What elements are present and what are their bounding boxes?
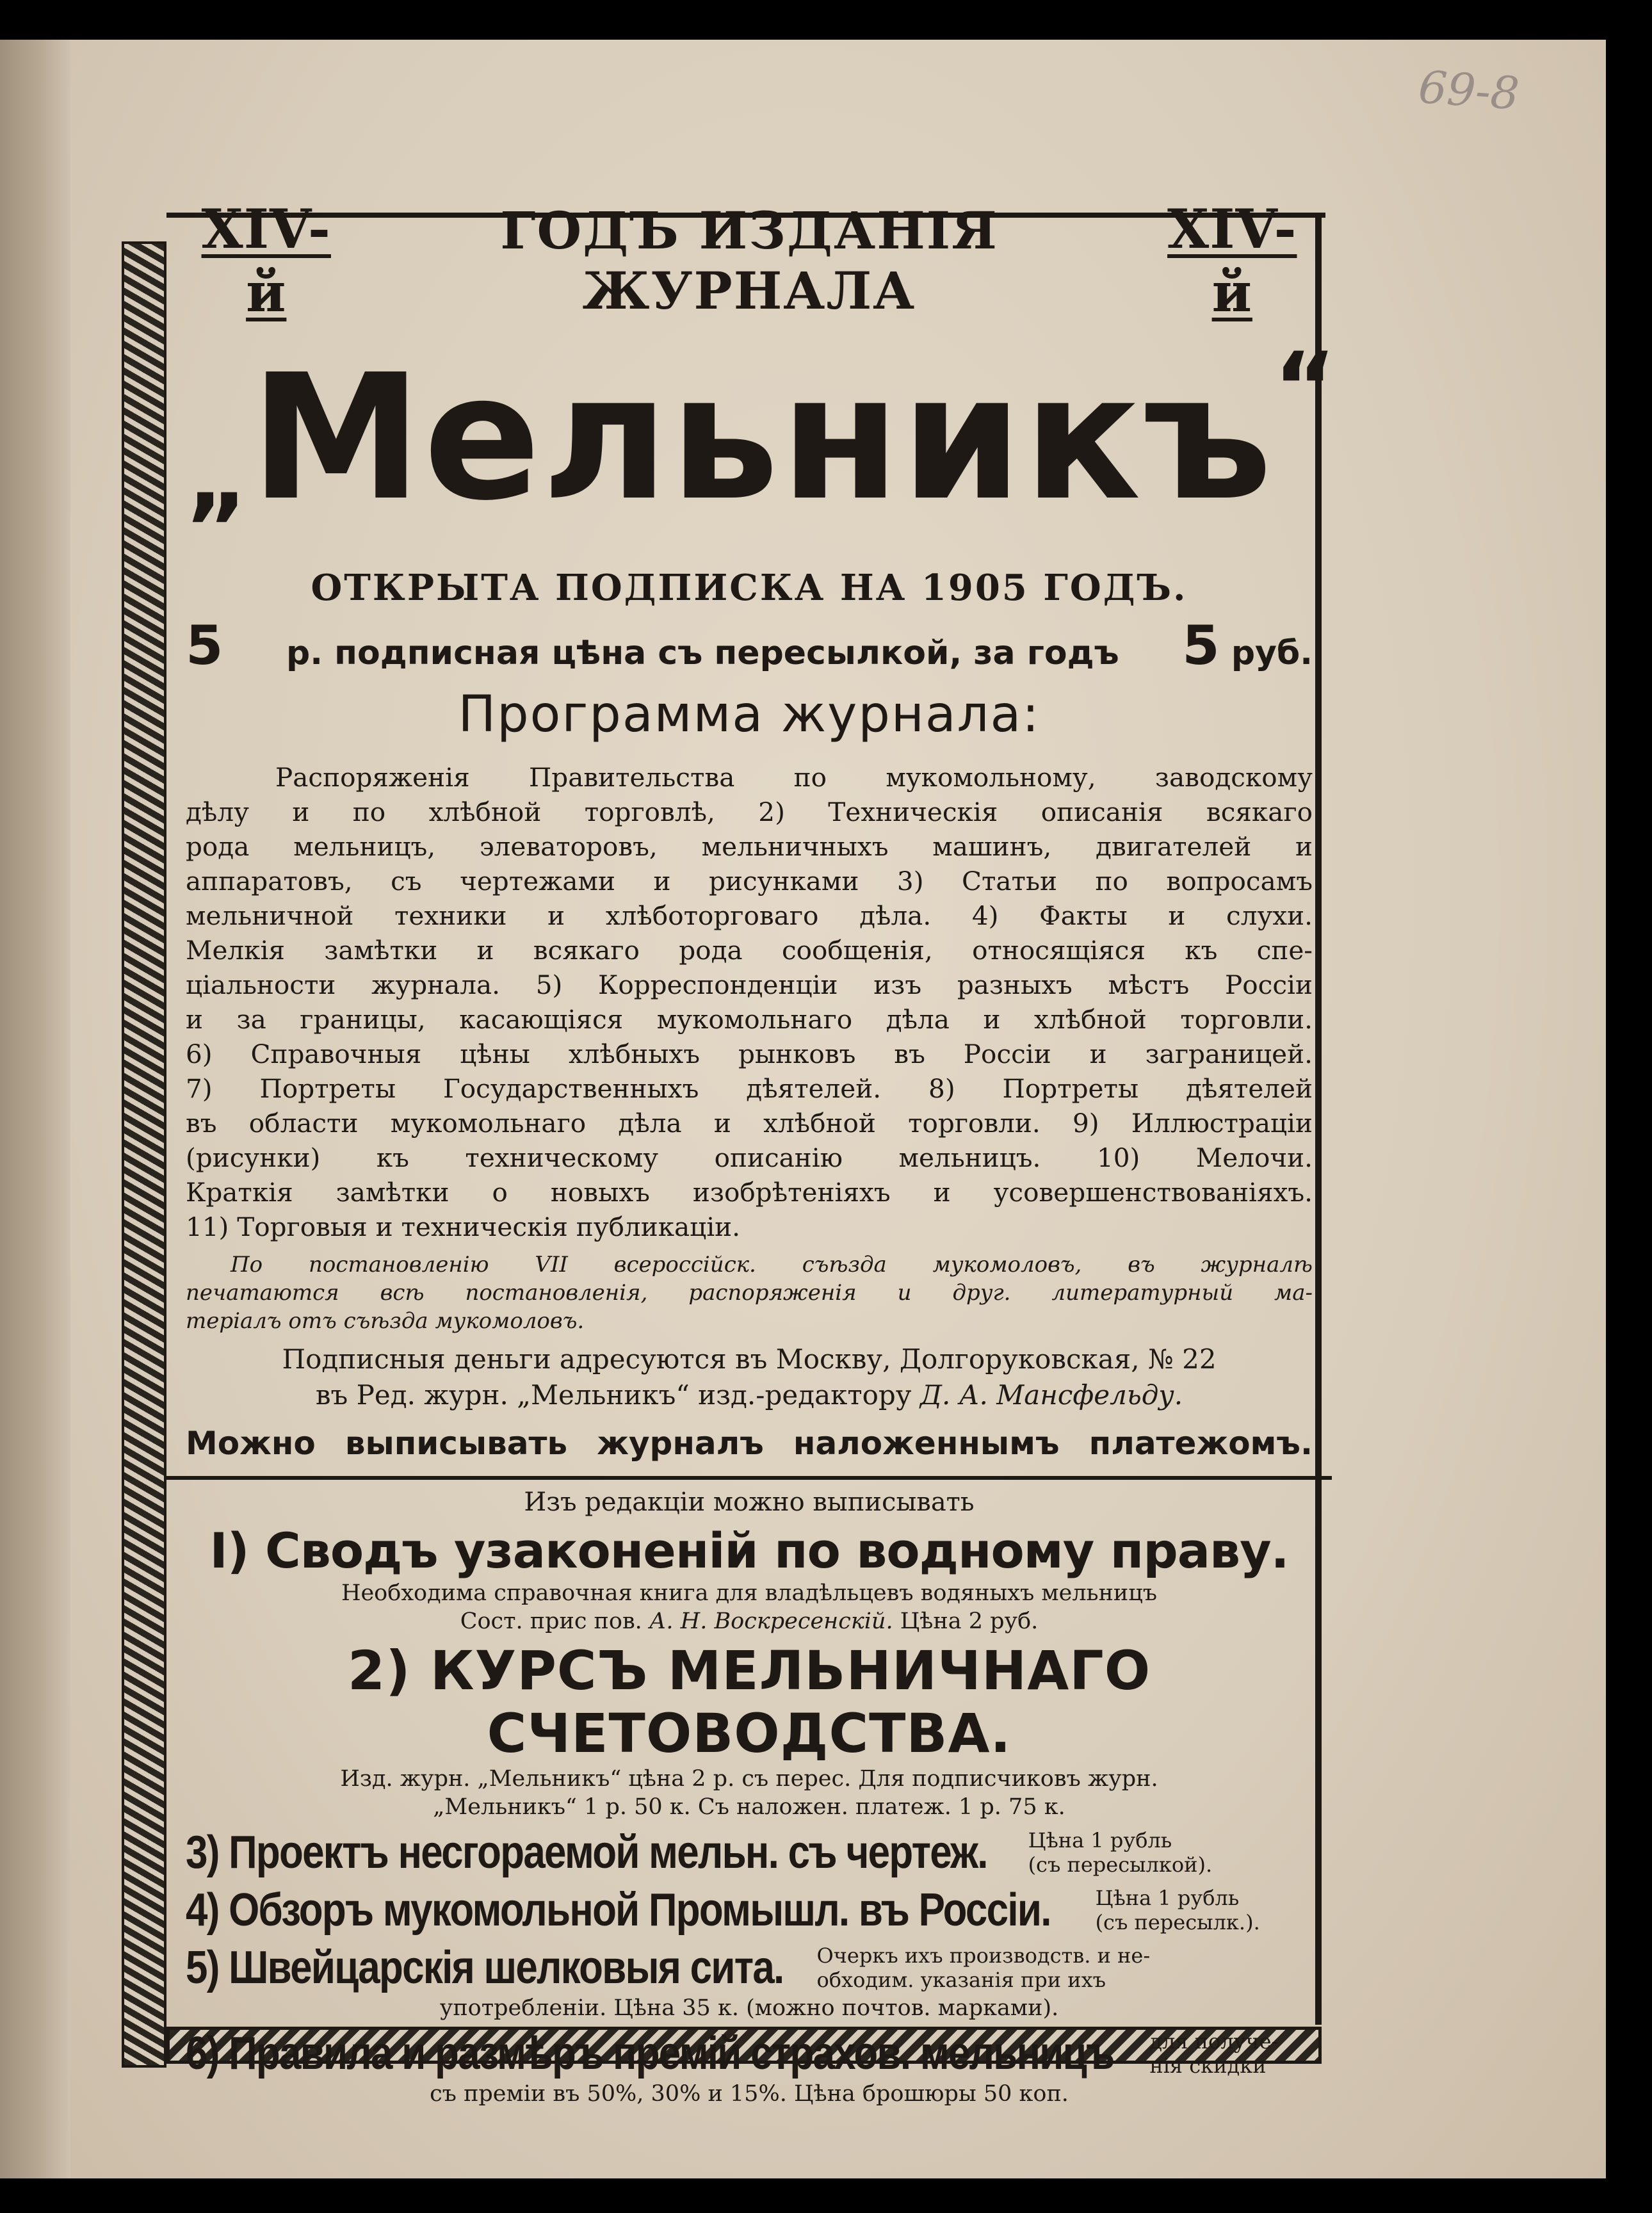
subscription-address [186,1342,1313,1413]
item-5-note-1: Очеркъ ихъ производств. и не- [816,1943,1151,1968]
congress-note [186,1251,1313,1335]
catalog-intro: Изъ редакціи можно выписывать [524,1487,975,1517]
item-6-title: 6) Правила и размѣръ премій страхов. мельницъ [186,2028,1114,2079]
price-left-number: 5 [186,614,223,677]
book-1-compiler-label: Сост. прис пов. [460,1609,642,1634]
item-3-title: 3) Проектъ несгораемой мельн. съ чертеж. [186,1827,987,1878]
item-5-note [817,1943,1151,1992]
item-6-note-2: нія скидки [1149,2054,1267,2078]
handwritten-page-mark: 69-8 [1416,60,1521,120]
magazine-page [0,40,1606,2178]
program-line: ціальности журнала. 5) Корреспонденціи изъ разныхъ мѣстъ Россіи [186,969,1313,1000]
address-line-2-text: въ Ред. журн. „Мельникъ“ изд.-редактору [315,1379,912,1411]
item-5-note-2: обходим. указанія при ихъ [816,1968,1106,1992]
catalog-item-3 [186,1826,1313,1879]
item-4-title: 4) Обзоръ мукомольной Промышл. въ Россіи. [186,1885,1051,1936]
price-text: р. подписная цѣна съ пересылкой, за годъ [286,634,1119,672]
section-divider [166,1476,1332,1480]
catalog-item-6 [186,2027,1313,2080]
title-text: Мельникъ [250,337,1274,539]
program-heading: Программа журнала: [458,686,1041,743]
book-2-description [186,1765,1313,1821]
year-header [186,197,1313,324]
year-right: XIV-й [1167,197,1297,324]
cash-on-delivery-notice: Можно выписывать журналъ наложеннымъ платежомъ. [186,1425,1313,1462]
address-line-1: Подписныя деньги адресуются въ Москву, Долгоруковская, № 22 [282,1343,1217,1375]
item-4-note [1096,1886,1260,1934]
journal-title [186,295,1338,571]
book-1-description [186,1579,1313,1635]
item-5-title: 5) Швейцарскія шелковыя сита. [186,1942,784,1993]
program-line: рода мельницъ, элеваторовъ, мельничныхъ машинъ, двигателей и [186,831,1313,862]
program-line: Распоряженія Правительства по мукомольному, заводскому [275,762,1313,793]
book-1-price: Цѣна 2 руб. [900,1609,1039,1634]
program-text [186,760,1313,1244]
note-line: печатаются всѣ постановленія, распоряженія и друг. литературный ма- [186,1280,1313,1306]
item-6-tail: съ преміи въ 50%, 30% и 15%. Цѣна брошюры 50 коп. [430,2081,1069,2107]
book-2-line-2: „Мельникъ“ 1 р. 50 к. Съ наложен. платеж. 1 р. 75 к. [433,1794,1065,1820]
item-4-note-1: Цѣна 1 рубль [1095,1886,1240,1910]
right-rule [1315,213,1322,2025]
item-3-note-2: (съ пересылкой). [1028,1852,1213,1877]
price-right-unit: руб. [1231,634,1313,672]
program-line: и за границы, касающіяся мукомольнаго дѣла и хлѣбной торговли. [186,1004,1313,1035]
book-1-line-1: Необходима справочная книга для владѣльцевъ водяныхъ мельницъ [341,1580,1158,1606]
book-2-title: 2) КУРСЪ МЕЛЬНИЧНАГО СЧЕТОВОДСТВА. [347,1639,1151,1765]
book-1-title: I) Сводъ узаконеній по водному праву. [209,1522,1289,1579]
ornamental-side-border [122,241,166,2068]
program-line: 7) Портреты Государственныхъ дѣятелей. 8) Портреты дѣятелей [186,1073,1313,1104]
advertisement-frame [122,171,1338,2107]
year-center: ГОДЪ ИЗДАНІЯ ЖУРНАЛА [500,200,998,321]
program-line: 11) Торговыя и техническія публикаціи. [186,1212,741,1242]
editor-name: Д. А. Мансфельду. [919,1379,1183,1411]
item-3-note [1028,1828,1213,1877]
program-line: Краткія замѣтки о новыхъ изобрѣтеніяхъ и усовершенствованіяхъ. [186,1177,1313,1208]
price-line [186,614,1313,677]
title-open-quote: „ [186,422,250,533]
program-line: 6) Справочныя цѣны хлѣбныхъ рынковъ въ Россіи и заграницей. [186,1039,1313,1069]
program-line: Мелкія замѣтки и всякаго рода сообщенія, относящіяся къ спе- [186,935,1313,966]
book-2-line-1: Изд. журн. „Мельникъ“ цѣна 2 р. съ перес. Для подписчиковъ журн. [340,1766,1158,1792]
subscription-heading: ОТКРЫТА ПОДПИСКА НА 1905 ГОДЪ. [311,567,1188,609]
catalog-item-5 [186,1941,1313,1994]
catalog-item-4 [186,1884,1313,1936]
price-right-number: 5 [1182,614,1220,677]
book-1-line-2 [186,1607,1313,1635]
item-5-tail: употребленіи. Цѣна 35 к. (можно почтов. марками). [439,1995,1059,2021]
advertisement-content [186,197,1338,2108]
note-line: теріалъ отъ съѣзда мукомоловъ. [186,1308,585,1334]
program-line: мельничной техники и хлѣботорговаго дѣла. 4) Факты и слухи. [186,900,1313,931]
item-3-note-1: Цѣна 1 рубль [1028,1828,1172,1852]
program-line: (рисунки) къ техническому описанію мельницъ. 10) Мелочи. [186,1142,1313,1173]
item-4-note-2: (съ пересылк.). [1095,1910,1260,1934]
item-6-note-1: для получе- [1149,2029,1279,2054]
note-line: По постановленію VII всероссійск. съѣзда мукомоловъ, въ журналѣ [231,1252,1313,1277]
year-left: XIV-й [201,197,331,324]
program-line: дѣлу и по хлѣбной торговлѣ, 2) Техническія описанія всякаго [186,797,1313,827]
book-gutter [0,40,70,2178]
program-line: въ области мукомольнаго дѣла и хлѣбной торговли. 9) Иллюстраціи [186,1108,1313,1139]
title-close-quote: “ [1273,332,1338,444]
address-line-2 [186,1377,1313,1413]
item-6-note [1149,2029,1278,2078]
program-line: аппаратовъ, съ чертежами и рисунками 3) Статьи по вопросамъ [186,866,1313,896]
book-1-author: А. Н. Воскресенскій. [649,1609,893,1634]
